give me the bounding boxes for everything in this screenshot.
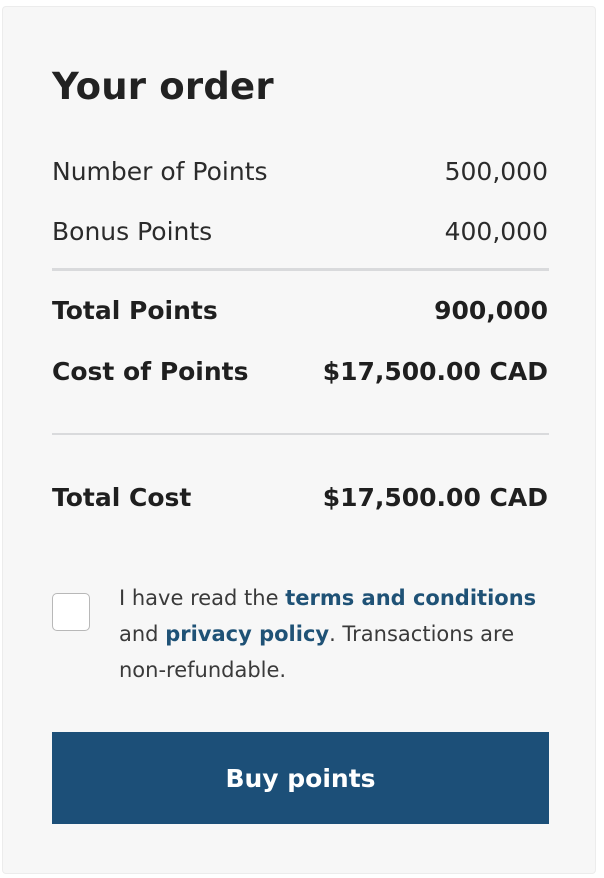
terms-checkbox[interactable] xyxy=(52,593,90,631)
order-title: Your order xyxy=(52,65,274,108)
consent-text-after: . Transactions are non-refundable. xyxy=(119,622,515,682)
total-cost-value: $17,500.00 CAD xyxy=(322,483,548,512)
total-points-value: 900,000 xyxy=(434,296,548,325)
total-points-row xyxy=(52,296,548,325)
total-divider xyxy=(52,433,549,435)
consent-text-before: I have read the xyxy=(119,586,286,610)
consent-text-middle: and xyxy=(119,622,166,646)
privacy-policy-link[interactable]: privacy policy xyxy=(165,622,330,646)
points-value: 500,000 xyxy=(444,157,548,186)
bonus-points-value: 400,000 xyxy=(444,217,548,246)
order-summary-card xyxy=(2,6,596,874)
consent-text xyxy=(119,580,549,688)
total-cost-label: Total Cost xyxy=(52,483,192,512)
buy-points-button[interactable]: Buy points xyxy=(52,732,549,824)
terms-and-conditions-link[interactable]: terms and conditions xyxy=(285,586,537,610)
total-cost-row xyxy=(52,483,548,512)
cost-of-points-label: Cost of Points xyxy=(52,357,249,386)
bonus-points-row xyxy=(52,217,548,246)
subtotal-divider xyxy=(52,268,549,271)
total-points-label: Total Points xyxy=(52,296,218,325)
points-row xyxy=(52,157,548,186)
points-label: Number of Points xyxy=(52,157,268,186)
bonus-points-label: Bonus Points xyxy=(52,217,213,246)
cost-of-points-row xyxy=(52,357,548,386)
cost-of-points-value: $17,500.00 CAD xyxy=(322,357,548,386)
